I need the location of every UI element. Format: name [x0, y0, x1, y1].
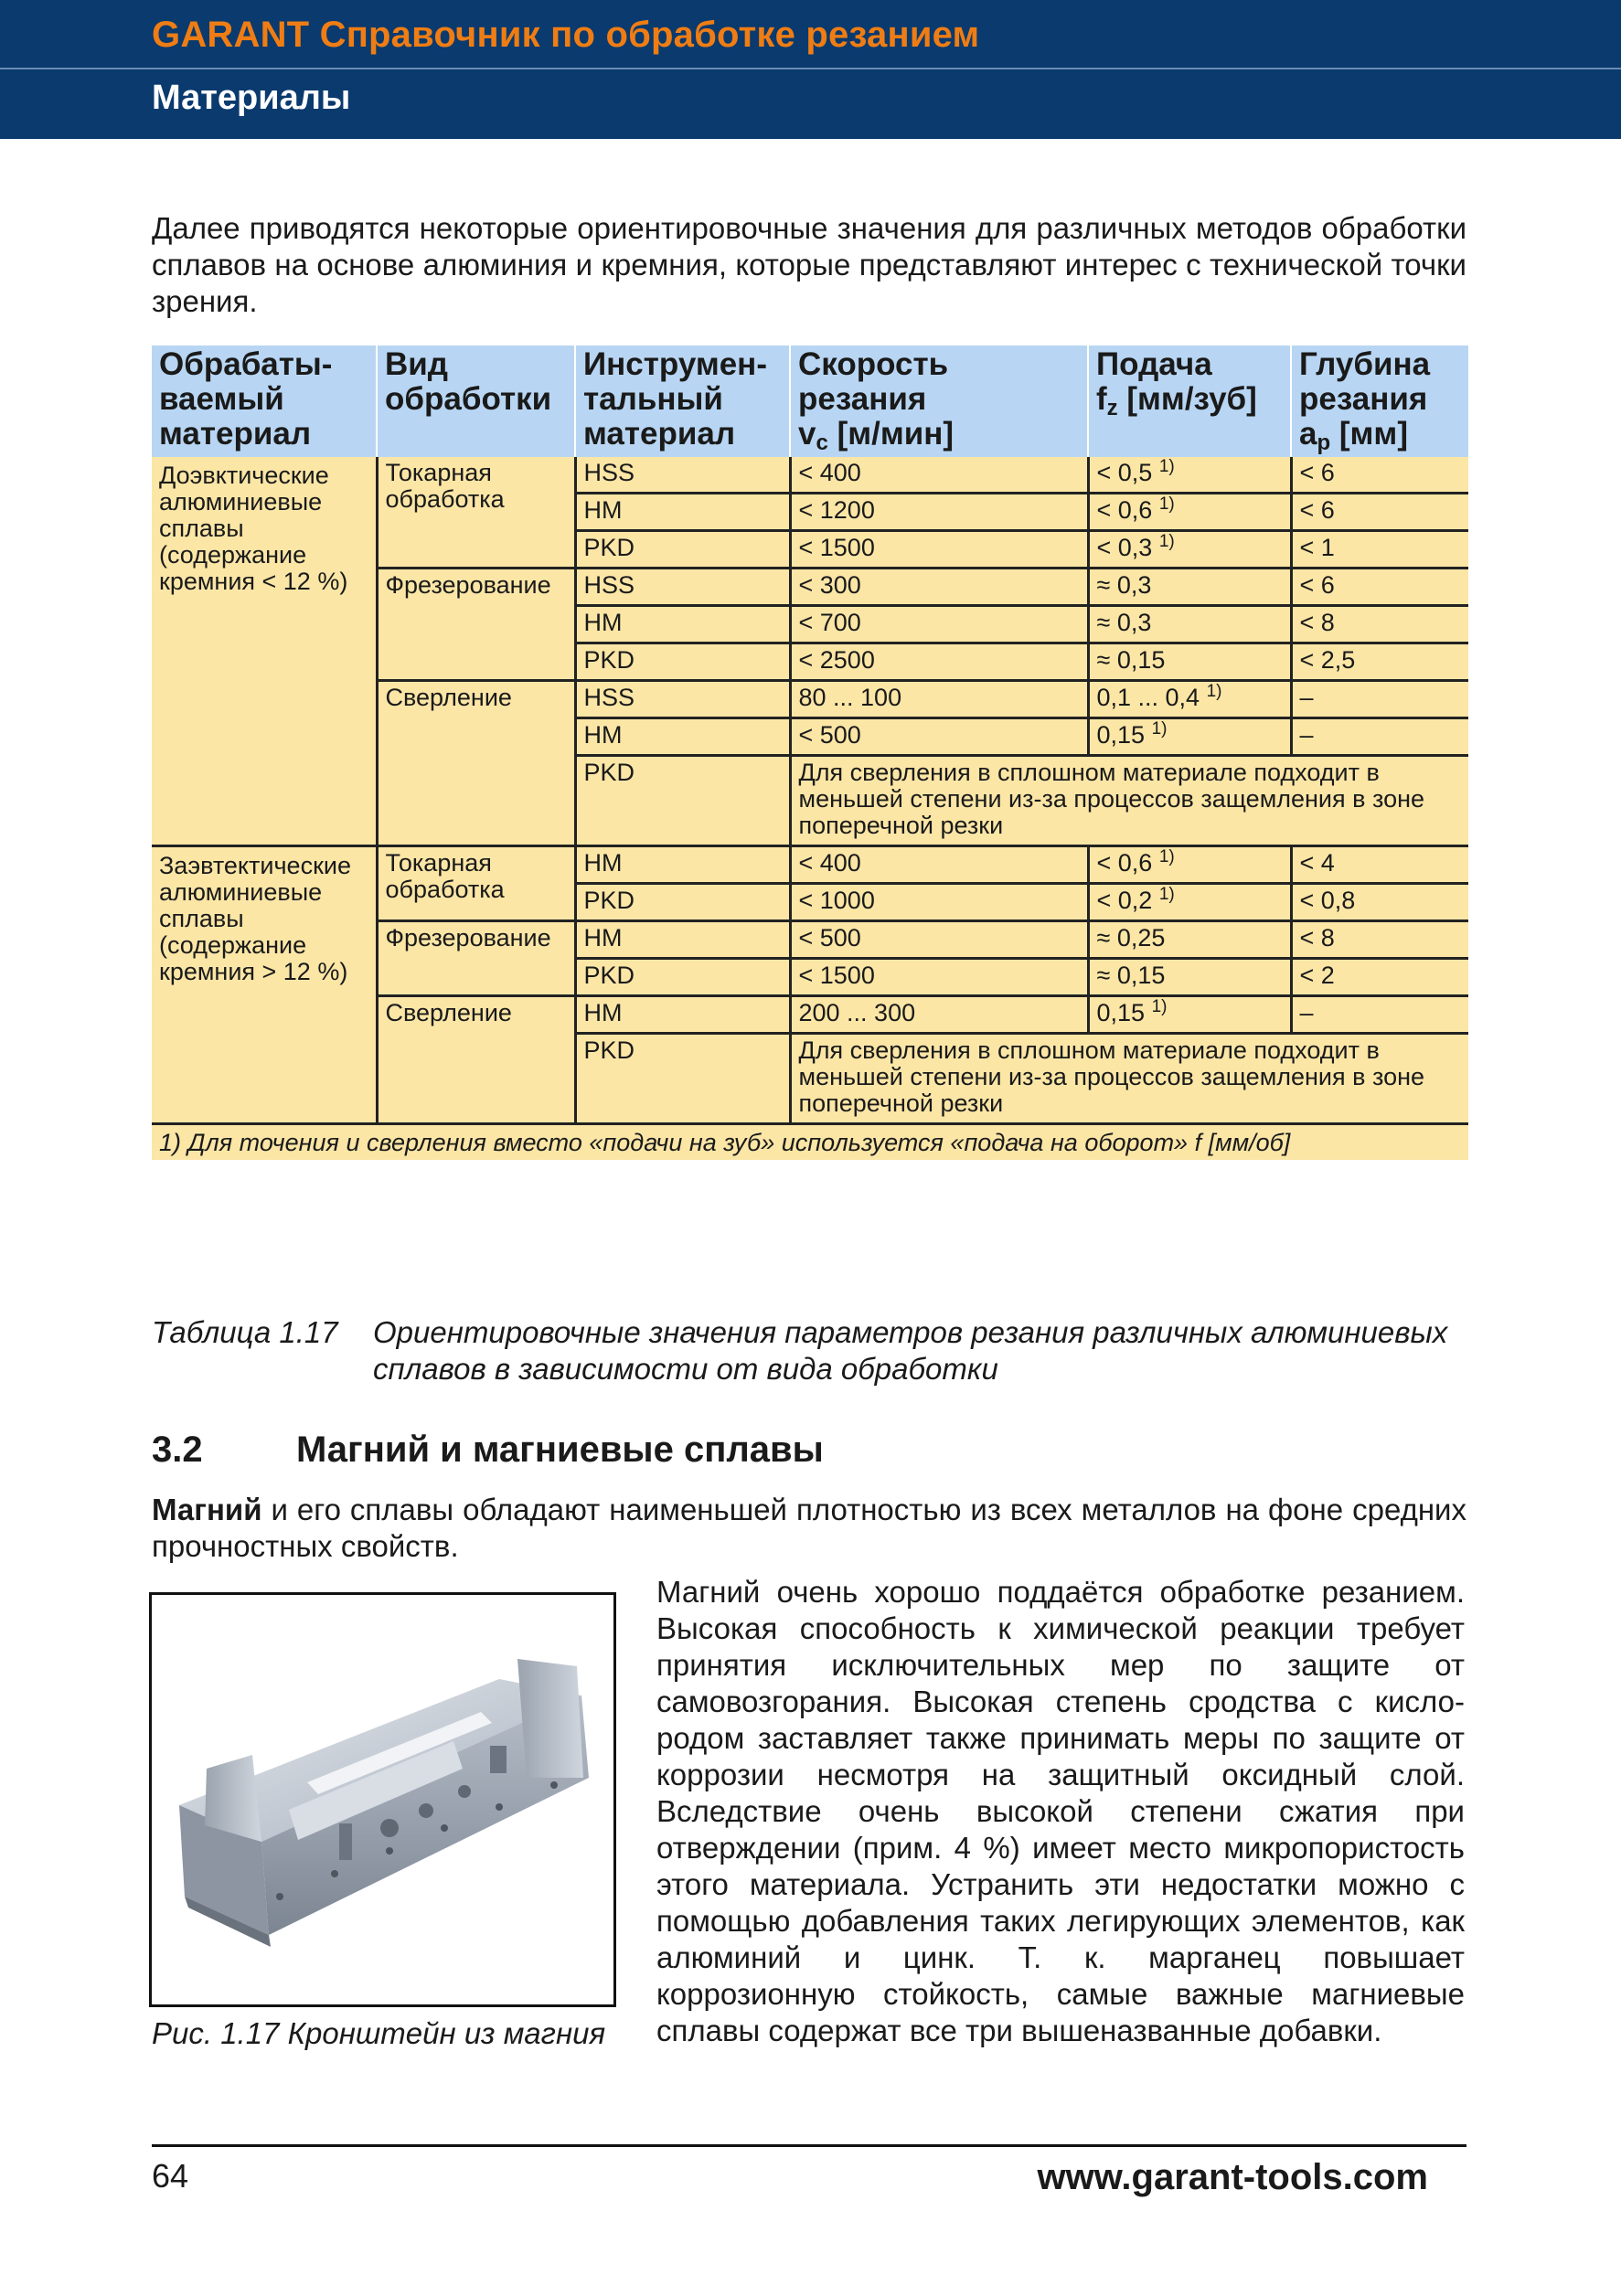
header-speed-label: Скорость резания [798, 346, 949, 417]
footnote-marker: 1) [1206, 682, 1222, 701]
header-depth-symbol: a [1299, 416, 1317, 452]
table-body [152, 457, 1468, 1124]
feed-cell [1088, 996, 1291, 1034]
feed-cell [1088, 494, 1291, 531]
feed-cell [1088, 921, 1291, 959]
feed-value: 0,15 [1096, 721, 1146, 749]
operation-cell: Фрезерование [377, 569, 575, 681]
website-url: www.garant-tools.com [1037, 2157, 1428, 2197]
speed-cell: < 2500 [790, 643, 1088, 681]
tool-cell: HSS [575, 457, 790, 494]
operation-cell: Токарная обработка [377, 846, 575, 921]
operation-cell: Фрезерование [377, 921, 575, 996]
speed-cell: < 1200 [790, 494, 1088, 531]
operation-cell: Токарная обработка [377, 457, 575, 569]
cutting-parameters-table [152, 345, 1468, 1160]
depth-cell: < 4 [1291, 846, 1468, 884]
tool-cell: HM [575, 494, 790, 531]
depth-cell: < 0,8 [1291, 884, 1468, 921]
tool-cell: PKD [575, 884, 790, 921]
header-depth-unit: [мм] [1338, 416, 1408, 452]
depth-cell: – [1291, 996, 1468, 1034]
feed-cell [1088, 531, 1291, 569]
feed-value: ≈ 0,3 [1096, 571, 1152, 599]
operation-cell: Сверление [377, 681, 575, 846]
speed-cell: < 1500 [790, 531, 1088, 569]
header-tool: Инструмен-тальный материал [575, 345, 790, 457]
speed-cell: 80 ... 100 [790, 681, 1088, 718]
depth-cell: < 8 [1291, 921, 1468, 959]
magnesium-bracket-photo [149, 1592, 616, 2007]
chapter-title: Материалы [152, 79, 351, 117]
feed-value: < 0,6 [1096, 849, 1153, 877]
header-depth-subscript: p [1317, 430, 1331, 455]
speed-cell: < 500 [790, 718, 1088, 756]
section-title: Магний и магниевые сплавы [296, 1430, 824, 1470]
depth-cell: < 2,5 [1291, 643, 1468, 681]
speed-cell: < 400 [790, 457, 1088, 494]
speed-cell: < 1500 [790, 959, 1088, 996]
tool-cell: PKD [575, 1034, 790, 1124]
feed-cell [1088, 643, 1291, 681]
footnote-marker: 1) [1151, 997, 1168, 1016]
feed-cell [1088, 569, 1291, 606]
intro-paragraph: Далее приводятся некоторые ориентировочные значения для различных методов обработки сплавов на основе алюминия и кремния, которые представляют интерес с технической точки зрения. [152, 211, 1466, 318]
magnesium-machining-paragraph: Магний очень хорошо поддаётся обработке резанием. Высокая способность к химической реакции требует принятия исключительных мер по защите от самовозгорания. Высокая степень сродства с кисло-родом заставляет также принимать меры по защите от коррозии несмотря на защитный оксидный слой. Вследствие очень высокой степени сжатия при отверждении (прим. 4 %) имеет место микропористость этого материала. Устранить эти недостатки можно с помощью добавления таких легирующих элементов, как алюминий и цинк. Т. к. марганец повышает коррозионную стойкость, самые важные магниевые сплавы содержат все три вышеназванные добавки. [656, 1575, 1465, 2047]
magnesium-lead-word: Магний [152, 1493, 262, 1526]
tool-cell: HM [575, 846, 790, 884]
table-footnote: 1) Для точения и сверления вместо «подачи на зуб» используется «подача на оборот» f [мм/об] [152, 1124, 1468, 1161]
table-row [152, 457, 1468, 494]
speed-cell: < 300 [790, 569, 1088, 606]
footnote-marker: 1) [1151, 719, 1168, 739]
header-feed [1088, 345, 1291, 457]
feed-cell [1088, 959, 1291, 996]
header-speed-subscript: c [816, 430, 828, 455]
bracket-illustration [152, 1595, 613, 2004]
feed-cell [1088, 846, 1291, 884]
header-speed [790, 345, 1088, 457]
feed-value: ≈ 0,15 [1096, 646, 1166, 674]
tool-cell: PKD [575, 643, 790, 681]
operation-cell: Сверление [377, 996, 575, 1124]
tool-cell: HM [575, 606, 790, 643]
feed-value: ≈ 0,15 [1096, 962, 1166, 989]
note-cell: Для сверления в сплошном материале подходит в меньшей степени из-за процессов защемления в зоне поперечной резки [790, 1034, 1468, 1124]
tool-cell: PKD [575, 756, 790, 846]
feed-value: < 0,5 [1096, 459, 1153, 486]
feed-value: < 0,3 [1096, 534, 1153, 561]
page-number: 64 [152, 2157, 189, 2195]
speed-cell: < 700 [790, 606, 1088, 643]
feed-value: < 0,6 [1096, 496, 1153, 524]
header-feed-unit: [мм/зуб] [1126, 381, 1257, 417]
feed-cell [1088, 606, 1291, 643]
material-cell: Заэвтектические алюминиевые сплавы (содержание кремния > 12 %) [152, 846, 377, 1124]
table-caption-text: Ориентировочные значения параметров резания различных алюминиевых сплавов в зависимости от вида обработки [373, 1315, 1448, 1386]
magnesium-intro-text: и его сплавы обладают наименьшей плотностью из всех металлов на фоне средних прочностных свойств. [152, 1493, 1466, 1563]
speed-cell: < 400 [790, 846, 1088, 884]
speed-cell: < 500 [790, 921, 1088, 959]
feed-value: ≈ 0,25 [1096, 924, 1166, 951]
header-speed-unit: [м/мин] [837, 416, 954, 452]
depth-cell: < 2 [1291, 959, 1468, 996]
footnote-marker: 1) [1158, 532, 1175, 551]
tool-cell: HM [575, 921, 790, 959]
header-divider [0, 68, 1621, 69]
footnote-marker: 1) [1158, 457, 1175, 476]
footnote-marker: 1) [1158, 494, 1175, 514]
depth-cell: < 6 [1291, 569, 1468, 606]
footnote-marker: 1) [1158, 885, 1175, 904]
feed-value: ≈ 0,3 [1096, 609, 1152, 636]
magnesium-intro-paragraph [152, 1492, 1466, 1565]
header-material: Обрабаты-ваемый материал [152, 345, 377, 457]
figure-caption: Рис. 1.17 Кронштейн из магния [152, 2016, 606, 2050]
footnote-marker: 1) [1158, 847, 1175, 866]
handbook-title: GARANT Справочник по обработке резанием [152, 15, 980, 55]
table-footnote-row [152, 1124, 1468, 1161]
feed-cell [1088, 884, 1291, 921]
depth-cell: < 8 [1291, 606, 1468, 643]
page-header [0, 0, 1621, 139]
feed-cell [1088, 457, 1291, 494]
material-cell: Доэвктические алюминиевые сплавы (содержание кремния < 12 %) [152, 457, 377, 846]
table-header-row [152, 345, 1468, 457]
feed-cell [1088, 681, 1291, 718]
header-operation: Вид обработки [377, 345, 575, 457]
note-cell: Для сверления в сплошном материале подходит в меньшей степени из-за процессов защемления в зоне поперечной резки [790, 756, 1468, 846]
tool-cell: HM [575, 996, 790, 1034]
header-feed-symbol: f [1096, 381, 1107, 417]
depth-cell: < 1 [1291, 531, 1468, 569]
depth-cell: < 6 [1291, 457, 1468, 494]
header-speed-symbol: v [798, 416, 816, 452]
header-depth [1291, 345, 1468, 457]
table-row [152, 846, 1468, 884]
tool-cell: PKD [575, 959, 790, 996]
tool-cell: HSS [575, 569, 790, 606]
section-number: 3.2 [152, 1430, 203, 1470]
feed-cell [1088, 718, 1291, 756]
feed-value: < 0,2 [1096, 887, 1153, 914]
tool-cell: PKD [575, 531, 790, 569]
tool-cell: HSS [575, 681, 790, 718]
header-feed-label: Подача [1096, 346, 1212, 382]
header-feed-subscript: z [1106, 396, 1118, 420]
footer-divider [152, 2144, 1466, 2147]
feed-value: 0,1 ... 0,4 [1096, 684, 1200, 711]
speed-cell: 200 ... 300 [790, 996, 1088, 1034]
feed-value: 0,15 [1096, 999, 1146, 1026]
header-depth-label: Глубина резания [1299, 346, 1431, 417]
tool-cell: HM [575, 718, 790, 756]
depth-cell: – [1291, 718, 1468, 756]
table-caption-number: Таблица 1.17 [152, 1315, 338, 1349]
depth-cell: < 6 [1291, 494, 1468, 531]
speed-cell: < 1000 [790, 884, 1088, 921]
depth-cell: – [1291, 681, 1468, 718]
